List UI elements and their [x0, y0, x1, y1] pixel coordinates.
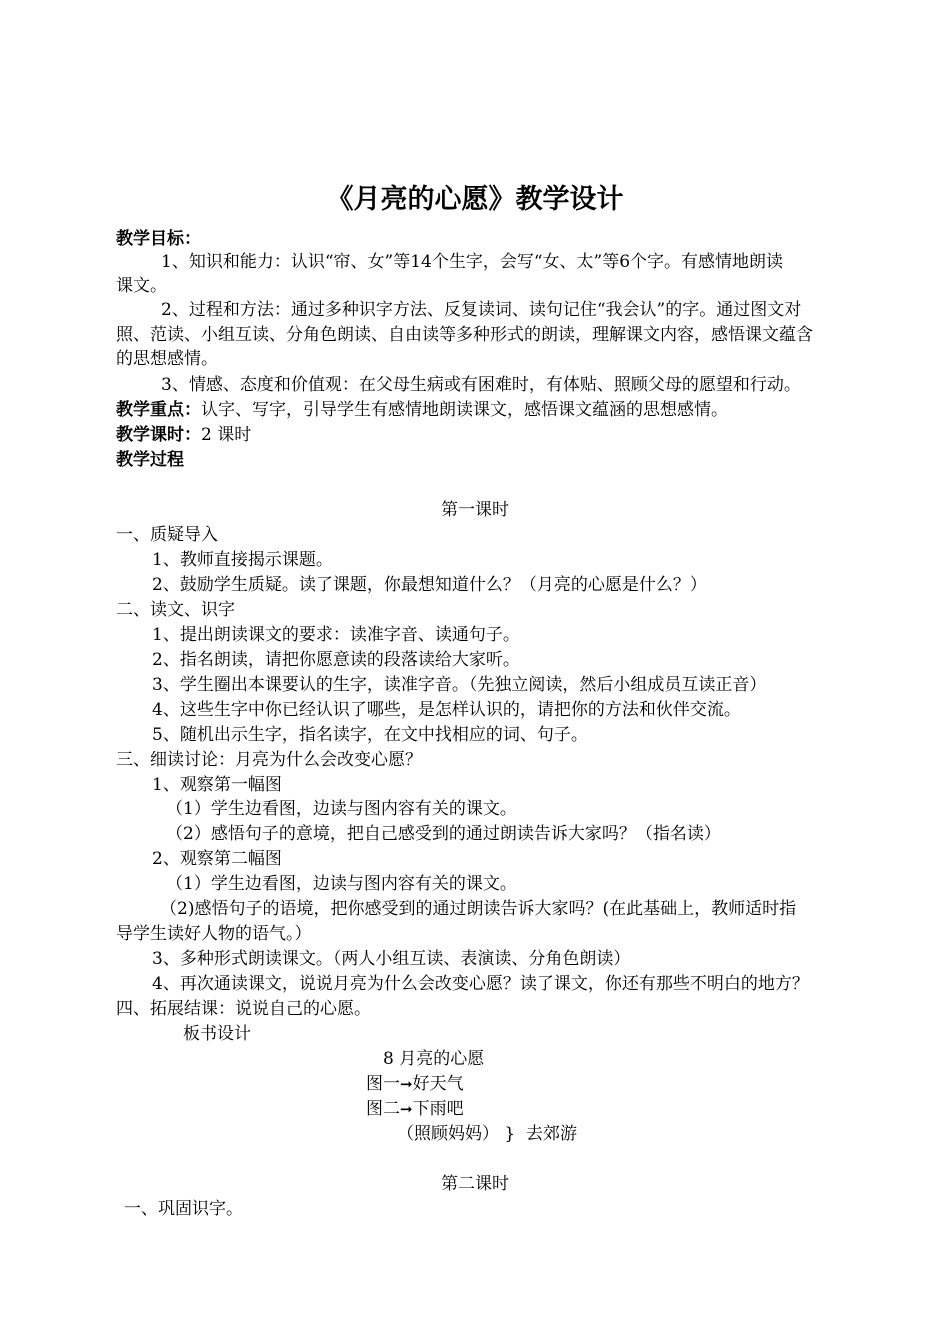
item-2-2: 2、指名朗读，请把你愿意读的段落读给大家听。	[152, 650, 520, 670]
section-4: 四、拓展结课：说说自己的心愿。	[116, 999, 371, 1019]
goal-1-line-1: 1、知识和能力：认识“帘、女”等14个生字，会写“女、太”等6个字。有感情地朗读	[161, 252, 784, 272]
board-picture-1-text: 好天气	[412, 1074, 464, 1094]
item-2-3: 3、学生圈出本课要认的生字，读准字音。（先独立阅读，然后小组成员互读正音）	[152, 675, 767, 695]
key-points-text: 认字、写字，引导学生有感情地朗读课文，感悟课文蕴涵的思想感情。	[201, 400, 728, 420]
right-arrow-icon: ➞	[400, 1075, 413, 1093]
item-1-1: 1、教师直接揭示课题。	[152, 550, 333, 570]
board-design-heading: 板书设计	[183, 1024, 251, 1044]
board-picture-2	[366, 1097, 950, 1121]
goal-3: 3、情感、态度和价值观：在父母生病或有困难时，有体贴、照顾父母的愿望和行动。	[161, 375, 801, 395]
class-hours	[116, 423, 876, 447]
section-3: 三、细读讨论：月亮为什么会改变心愿？	[116, 750, 422, 770]
item-3-1-b: （2）感悟句子的意境，把自己感受到的通过朗读告诉大家吗？（指名读）	[166, 824, 721, 844]
item-3-1: 1、观察第一幅图	[152, 775, 282, 795]
goal-2-line-1: 2、过程和方法：通过多种识字方法、反复读词、读句记住“我会认”的字。通过图文对	[161, 300, 802, 320]
right-arrow-icon: ➞	[400, 1100, 413, 1118]
lesson-1-heading: 第一课时	[441, 500, 509, 520]
goal-2-line-3: 的思想感情。	[116, 349, 218, 369]
lesson-2-heading: 第二课时	[441, 1174, 509, 1194]
page-title: 《月亮的心愿》教学设计	[326, 184, 624, 215]
lesson-2-section-1: 一、巩固识字。	[124, 1199, 243, 1219]
item-3-2-b-line-2: 导学生读好人物的语气。）	[116, 924, 312, 944]
section-1: 一、质疑导入	[116, 525, 218, 545]
key-points	[116, 398, 876, 422]
board-brace: }	[504, 1124, 516, 1144]
class-hours-label: 教学课时：	[116, 425, 201, 445]
item-2-1: 1、提出朗读课文的要求：读准字音、读通句子。	[152, 625, 520, 645]
board-picture-1-label: 图一	[366, 1074, 400, 1094]
board-picture-2-label: 图二	[366, 1099, 400, 1119]
process-heading: 教学过程	[116, 450, 184, 470]
item-3-2-a: （1）学生边看图，边读与图内容有关的课文。	[166, 874, 517, 894]
item-2-5: 5、随机出示生字，指名读字，在文中找相应的词、句子。	[152, 725, 588, 745]
board-title: 8 月亮的心愿	[383, 1049, 485, 1069]
item-2-4: 4、这些生字中你已经认识了哪些，是怎样认识的，请把你的方法和伙伴交流。	[152, 700, 741, 720]
item-3-4: 4、再次通读课文，说说月亮为什么会改变心愿？读了课文，你还有那些不明白的地方？	[152, 974, 809, 994]
class-hours-text: 2 课时	[201, 425, 252, 445]
board-trip: 去郊游	[526, 1124, 578, 1144]
key-points-label: 教学重点：	[116, 400, 201, 420]
board-care: （照顾妈妈）	[397, 1124, 499, 1144]
goal-1-line-2: 课文。	[116, 276, 167, 296]
section-2: 二、读文、识字	[116, 600, 235, 620]
board-care-line	[397, 1122, 950, 1146]
goal-2-line-2: 照、范读、小组互读、分角色朗读、自由读等多种形式的朗读，理解课文内容，感悟课文蕴含	[116, 325, 813, 345]
item-3-1-a: （1）学生边看图，边读与图内容有关的课文。	[166, 799, 517, 819]
item-3-2: 2、观察第二幅图	[152, 849, 282, 869]
board-picture-1	[366, 1072, 950, 1096]
goals-heading: 教学目标：	[116, 229, 201, 249]
board-picture-2-text: 下雨吧	[412, 1099, 464, 1119]
item-3-3: 3、多种形式朗读课文。（两人小组互读、表演读、分角色朗读）	[152, 949, 631, 969]
item-1-2: 2、鼓励学生质疑。读了课题，你最想知道什么？（月亮的心愿是什么？）	[152, 575, 707, 595]
item-3-2-b-line-1: （2)感悟句子的语境，把你感受到的通过朗读告诉大家吗？(在此基础上，教师适时指	[160, 899, 797, 919]
